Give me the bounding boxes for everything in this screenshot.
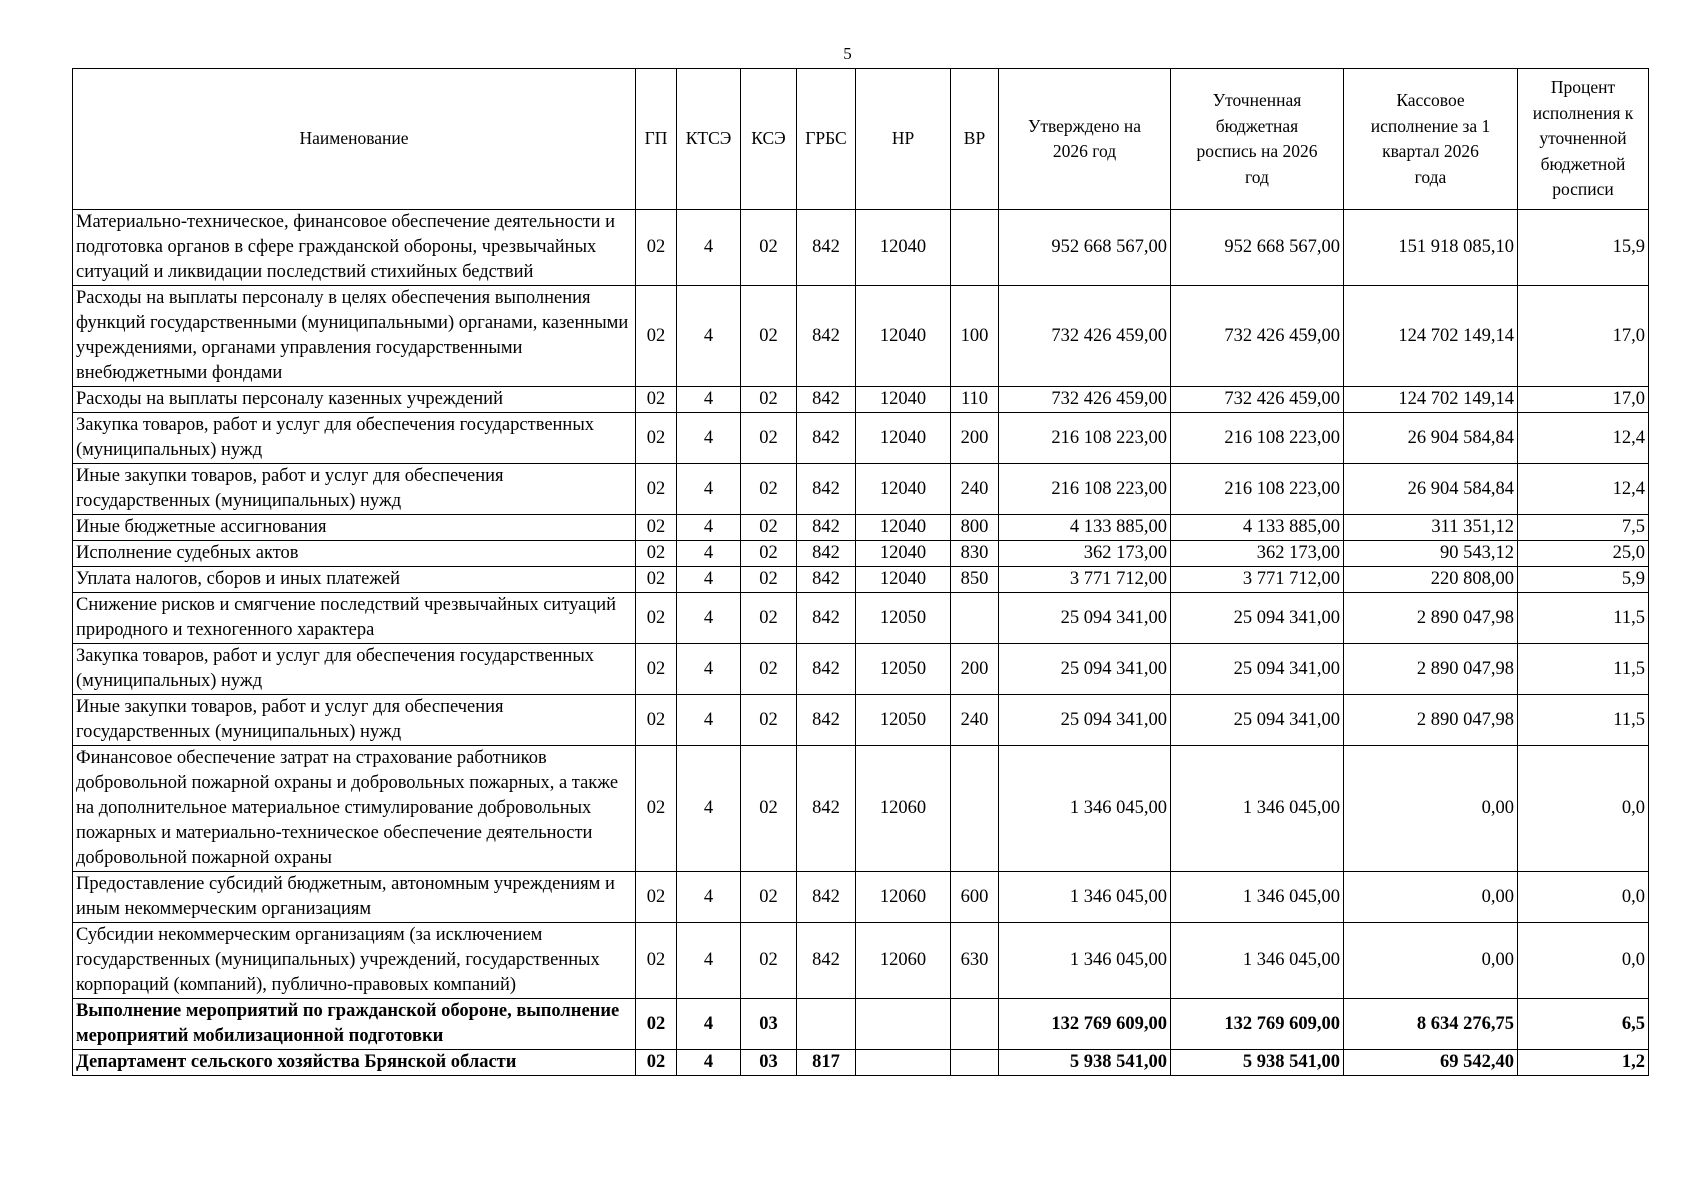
cell-cash: 0,00 — [1344, 872, 1518, 923]
cell-percent: 11,5 — [1518, 593, 1649, 644]
cell-nr: 12050 — [856, 593, 951, 644]
cell-approved: 132 769 609,00 — [999, 999, 1171, 1050]
cell-grbs: 842 — [797, 593, 856, 644]
cell-kse: 02 — [741, 464, 797, 515]
table-row — [73, 387, 1649, 413]
cell-name: Предоставление субсидий бюджетным, автономным учреждениям и иным некоммерческим организациям — [73, 872, 636, 923]
cell-name: Субсидии некоммерческим организациям (за исключением государственных (муниципальных) учреждений, государственных корпораций (компаний), публично-правовых компаний) — [73, 923, 636, 999]
cell-cash: 2 890 047,98 — [1344, 695, 1518, 746]
cell-vr: 200 — [951, 413, 999, 464]
cell-percent: 11,5 — [1518, 695, 1649, 746]
cell-kse: 02 — [741, 567, 797, 593]
cell-ktse: 4 — [677, 567, 741, 593]
cell-cash: 124 702 149,14 — [1344, 387, 1518, 413]
cell-ktse: 4 — [677, 464, 741, 515]
cell-grbs — [797, 999, 856, 1050]
cell-vr — [951, 999, 999, 1050]
cell-ktse: 4 — [677, 644, 741, 695]
cell-ktse: 4 — [677, 541, 741, 567]
cell-name: Исполнение судебных актов — [73, 541, 636, 567]
cell-approved: 3 771 712,00 — [999, 567, 1171, 593]
cell-nr: 12060 — [856, 746, 951, 872]
cell-percent: 17,0 — [1518, 387, 1649, 413]
cell-grbs: 842 — [797, 464, 856, 515]
cell-refined: 4 133 885,00 — [1171, 515, 1344, 541]
cell-ktse: 4 — [677, 695, 741, 746]
table-row — [73, 999, 1649, 1050]
cell-percent: 11,5 — [1518, 644, 1649, 695]
table-row — [73, 872, 1649, 923]
cell-refined: 1 346 045,00 — [1171, 746, 1344, 872]
cell-grbs: 842 — [797, 644, 856, 695]
cell-gp: 02 — [636, 999, 677, 1050]
cell-cash: 8 634 276,75 — [1344, 999, 1518, 1050]
cell-approved: 1 346 045,00 — [999, 872, 1171, 923]
header-name: Наименование — [73, 69, 636, 210]
header-grbs: ГРБС — [797, 69, 856, 210]
cell-kse: 02 — [741, 413, 797, 464]
cell-name: Департамент сельского хозяйства Брянской области — [73, 1050, 636, 1076]
cell-kse: 02 — [741, 541, 797, 567]
cell-nr: 12040 — [856, 413, 951, 464]
cell-nr: 12040 — [856, 286, 951, 387]
cell-gp: 02 — [636, 541, 677, 567]
cell-vr: 630 — [951, 923, 999, 999]
cell-vr: 100 — [951, 286, 999, 387]
cell-approved: 362 173,00 — [999, 541, 1171, 567]
cell-nr: 12050 — [856, 695, 951, 746]
cell-name: Снижение рисков и смягчение последствий чрезвычайных ситуаций природного и техногенного характера — [73, 593, 636, 644]
cell-name: Иные бюджетные ассигнования — [73, 515, 636, 541]
cell-nr: 12040 — [856, 210, 951, 286]
cell-percent: 25,0 — [1518, 541, 1649, 567]
cell-vr: 240 — [951, 464, 999, 515]
table-header-row — [73, 69, 1649, 210]
cell-kse: 02 — [741, 923, 797, 999]
cell-ktse: 4 — [677, 387, 741, 413]
cell-approved: 1 346 045,00 — [999, 923, 1171, 999]
cell-name: Закупка товаров, работ и услуг для обеспечения государственных (муниципальных) нужд — [73, 644, 636, 695]
cell-nr: 12040 — [856, 464, 951, 515]
cell-ktse: 4 — [677, 872, 741, 923]
cell-percent: 0,0 — [1518, 746, 1649, 872]
cell-gp: 02 — [636, 387, 677, 413]
cell-nr: 12060 — [856, 923, 951, 999]
cell-cash: 26 904 584,84 — [1344, 413, 1518, 464]
cell-vr — [951, 210, 999, 286]
header-gp: ГП — [636, 69, 677, 210]
cell-nr: 12040 — [856, 541, 951, 567]
cell-approved: 5 938 541,00 — [999, 1050, 1171, 1076]
cell-nr: 12060 — [856, 872, 951, 923]
cell-grbs: 842 — [797, 923, 856, 999]
cell-refined: 362 173,00 — [1171, 541, 1344, 567]
table-row — [73, 413, 1649, 464]
table-row — [73, 695, 1649, 746]
cell-refined: 5 938 541,00 — [1171, 1050, 1344, 1076]
cell-vr: 240 — [951, 695, 999, 746]
cell-refined: 732 426 459,00 — [1171, 387, 1344, 413]
cell-grbs: 817 — [797, 1050, 856, 1076]
cell-gp: 02 — [636, 413, 677, 464]
cell-nr — [856, 1050, 951, 1076]
cell-vr — [951, 593, 999, 644]
cell-gp: 02 — [636, 644, 677, 695]
cell-refined: 25 094 341,00 — [1171, 695, 1344, 746]
cell-grbs: 842 — [797, 541, 856, 567]
cell-gp: 02 — [636, 567, 677, 593]
cell-gp: 02 — [636, 515, 677, 541]
cell-kse: 02 — [741, 695, 797, 746]
cell-kse: 02 — [741, 515, 797, 541]
cell-kse: 02 — [741, 387, 797, 413]
table-row — [73, 923, 1649, 999]
cell-nr: 12040 — [856, 567, 951, 593]
cell-cash: 2 890 047,98 — [1344, 593, 1518, 644]
cell-gp: 02 — [636, 872, 677, 923]
cell-ktse: 4 — [677, 1050, 741, 1076]
cell-kse: 03 — [741, 999, 797, 1050]
cell-nr: 12050 — [856, 644, 951, 695]
cell-vr — [951, 1050, 999, 1076]
cell-approved: 25 094 341,00 — [999, 695, 1171, 746]
table-row — [73, 567, 1649, 593]
cell-vr: 200 — [951, 644, 999, 695]
table-body — [73, 210, 1649, 1076]
table-row — [73, 541, 1649, 567]
header-vr: ВР — [951, 69, 999, 210]
table-row — [73, 210, 1649, 286]
cell-gp: 02 — [636, 593, 677, 644]
cell-refined: 216 108 223,00 — [1171, 413, 1344, 464]
cell-ktse: 4 — [677, 593, 741, 644]
budget-execution-table — [72, 68, 1649, 1076]
table-row — [73, 464, 1649, 515]
cell-cash: 311 351,12 — [1344, 515, 1518, 541]
cell-cash: 151 918 085,10 — [1344, 210, 1518, 286]
cell-grbs: 842 — [797, 210, 856, 286]
page-number: 5 — [843, 44, 852, 63]
cell-kse: 02 — [741, 872, 797, 923]
cell-kse: 02 — [741, 593, 797, 644]
cell-ktse: 4 — [677, 286, 741, 387]
cell-kse: 02 — [741, 644, 797, 695]
cell-approved: 1 346 045,00 — [999, 746, 1171, 872]
table-row — [73, 644, 1649, 695]
cell-approved: 952 668 567,00 — [999, 210, 1171, 286]
cell-cash: 0,00 — [1344, 746, 1518, 872]
cell-percent: 7,5 — [1518, 515, 1649, 541]
cell-grbs: 842 — [797, 872, 856, 923]
cell-vr: 800 — [951, 515, 999, 541]
cell-name: Уплата налогов, сборов и иных платежей — [73, 567, 636, 593]
cell-approved: 4 133 885,00 — [999, 515, 1171, 541]
header-cash: Кассовое исполнение за 1 квартал 2026 года — [1344, 69, 1518, 210]
cell-name: Расходы на выплаты персоналу казенных учреждений — [73, 387, 636, 413]
cell-kse: 02 — [741, 746, 797, 872]
cell-percent: 12,4 — [1518, 413, 1649, 464]
cell-ktse: 4 — [677, 999, 741, 1050]
cell-gp: 02 — [636, 923, 677, 999]
cell-approved: 216 108 223,00 — [999, 464, 1171, 515]
cell-kse: 03 — [741, 1050, 797, 1076]
cell-refined: 25 094 341,00 — [1171, 593, 1344, 644]
cell-refined: 1 346 045,00 — [1171, 923, 1344, 999]
cell-refined: 3 771 712,00 — [1171, 567, 1344, 593]
header-percent: Процент исполнения к уточненной бюджетной росписи — [1518, 69, 1649, 210]
cell-percent: 6,5 — [1518, 999, 1649, 1050]
cell-cash: 69 542,40 — [1344, 1050, 1518, 1076]
table-row — [73, 593, 1649, 644]
cell-gp: 02 — [636, 1050, 677, 1076]
cell-gp: 02 — [636, 210, 677, 286]
cell-approved: 25 094 341,00 — [999, 593, 1171, 644]
cell-name: Закупка товаров, работ и услуг для обеспечения государственных (муниципальных) нужд — [73, 413, 636, 464]
cell-nr: 12040 — [856, 387, 951, 413]
cell-vr: 830 — [951, 541, 999, 567]
cell-gp: 02 — [636, 464, 677, 515]
cell-percent: 15,9 — [1518, 210, 1649, 286]
cell-name: Иные закупки товаров, работ и услуг для обеспечения государственных (муниципальных) нужд — [73, 695, 636, 746]
cell-percent: 5,9 — [1518, 567, 1649, 593]
header-kse: КСЭ — [741, 69, 797, 210]
cell-grbs: 842 — [797, 413, 856, 464]
cell-grbs: 842 — [797, 746, 856, 872]
cell-gp: 02 — [636, 286, 677, 387]
cell-cash: 90 543,12 — [1344, 541, 1518, 567]
cell-refined: 216 108 223,00 — [1171, 464, 1344, 515]
cell-grbs: 842 — [797, 695, 856, 746]
table-row — [73, 286, 1649, 387]
header-ktse: КТСЭ — [677, 69, 741, 210]
cell-vr: 110 — [951, 387, 999, 413]
cell-kse: 02 — [741, 286, 797, 387]
cell-refined: 25 094 341,00 — [1171, 644, 1344, 695]
cell-vr: 600 — [951, 872, 999, 923]
cell-name: Финансовое обеспечение затрат на страхование работников добровольной пожарной охраны и добровольных пожарных, а также на дополнительное материальное стимулирование добровольных пожарных и материально-техническое обеспечение деятельности добровольной пожарной охраны — [73, 746, 636, 872]
cell-grbs: 842 — [797, 567, 856, 593]
cell-gp: 02 — [636, 695, 677, 746]
cell-percent: 12,4 — [1518, 464, 1649, 515]
cell-cash: 124 702 149,14 — [1344, 286, 1518, 387]
cell-ktse: 4 — [677, 923, 741, 999]
cell-name: Расходы на выплаты персоналу в целях обеспечения выполнения функций государственными (муниципальными) органами, казенными учреждениями, органами управления государственными внебюджетными фондами — [73, 286, 636, 387]
cell-grbs: 842 — [797, 387, 856, 413]
table-row — [73, 746, 1649, 872]
cell-approved: 732 426 459,00 — [999, 286, 1171, 387]
cell-refined: 732 426 459,00 — [1171, 286, 1344, 387]
cell-percent: 17,0 — [1518, 286, 1649, 387]
cell-vr — [951, 746, 999, 872]
cell-percent: 0,0 — [1518, 923, 1649, 999]
cell-approved: 732 426 459,00 — [999, 387, 1171, 413]
cell-name: Иные закупки товаров, работ и услуг для обеспечения государственных (муниципальных) нужд — [73, 464, 636, 515]
cell-nr — [856, 999, 951, 1050]
header-approved: Утверждено на 2026 год — [999, 69, 1171, 210]
header-refined: Уточненная бюджетная роспись на 2026 год — [1171, 69, 1344, 210]
cell-ktse: 4 — [677, 210, 741, 286]
cell-ktse: 4 — [677, 515, 741, 541]
cell-percent: 0,0 — [1518, 872, 1649, 923]
cell-percent: 1,2 — [1518, 1050, 1649, 1076]
cell-grbs: 842 — [797, 286, 856, 387]
cell-cash: 220 808,00 — [1344, 567, 1518, 593]
cell-cash: 26 904 584,84 — [1344, 464, 1518, 515]
cell-kse: 02 — [741, 210, 797, 286]
cell-vr: 850 — [951, 567, 999, 593]
cell-cash: 0,00 — [1344, 923, 1518, 999]
cell-ktse: 4 — [677, 746, 741, 872]
cell-ktse: 4 — [677, 413, 741, 464]
cell-nr: 12040 — [856, 515, 951, 541]
cell-approved: 216 108 223,00 — [999, 413, 1171, 464]
cell-grbs: 842 — [797, 515, 856, 541]
cell-approved: 25 094 341,00 — [999, 644, 1171, 695]
cell-refined: 1 346 045,00 — [1171, 872, 1344, 923]
cell-refined: 952 668 567,00 — [1171, 210, 1344, 286]
table-row — [73, 515, 1649, 541]
cell-name: Материально-техническое, финансовое обеспечение деятельности и подготовка органов в сфере гражданской обороны, чрезвычайных ситуаций и ликвидации последствий стихийных бедствий — [73, 210, 636, 286]
table-row — [73, 1050, 1649, 1076]
cell-name: Выполнение мероприятий по гражданской обороне, выполнение мероприятий мобилизационной подготовки — [73, 999, 636, 1050]
cell-gp: 02 — [636, 746, 677, 872]
cell-cash: 2 890 047,98 — [1344, 644, 1518, 695]
header-nr: НР — [856, 69, 951, 210]
cell-refined: 132 769 609,00 — [1171, 999, 1344, 1050]
